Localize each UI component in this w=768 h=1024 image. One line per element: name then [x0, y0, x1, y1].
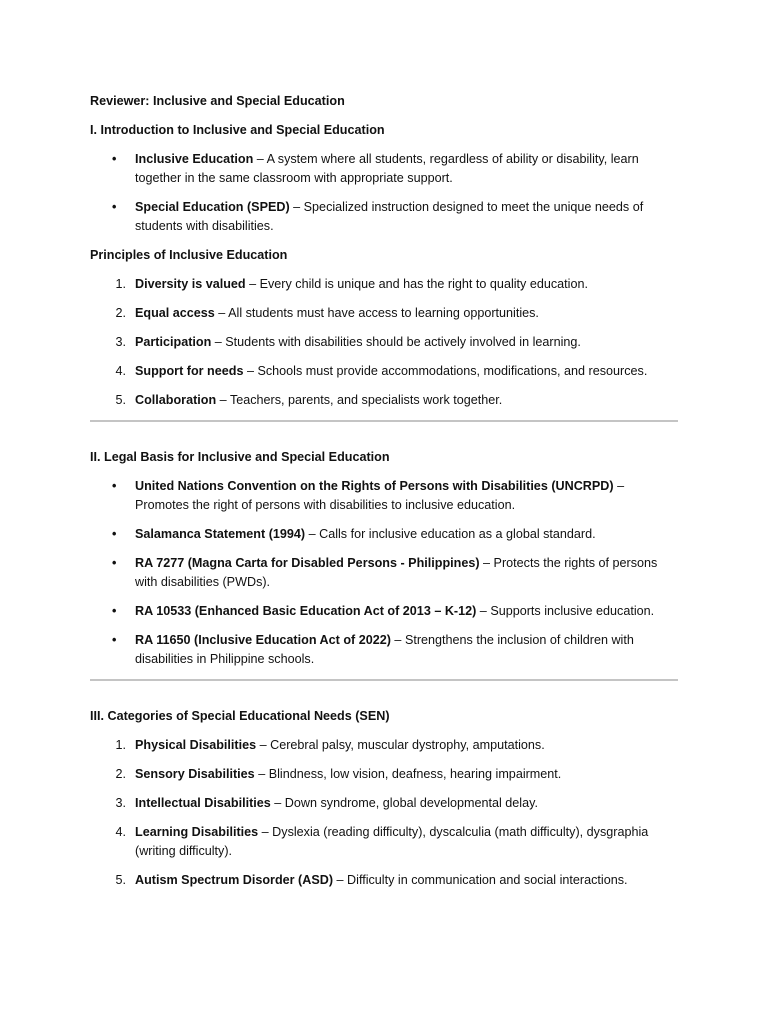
- item-number: 2.: [115, 306, 126, 320]
- item-text: – Strengthens the inclusion of children with disabilities in Philippine schools.: [135, 633, 634, 666]
- section-divider: [90, 420, 678, 422]
- item-number: 3.: [115, 335, 126, 349]
- item-text: – Difficulty in communication and social interactions.: [333, 873, 628, 887]
- bullet-icon: •: [112, 633, 117, 647]
- principles-list: [90, 275, 678, 410]
- item-term: Intellectual Disabilities: [135, 796, 271, 810]
- item-term: Collaboration: [135, 393, 217, 407]
- item-text: – Every child is unique and has the right to quality education.: [245, 277, 588, 291]
- list-item: [90, 871, 678, 890]
- bullet-icon: •: [112, 152, 117, 166]
- item-term: Learning Disabilities: [135, 825, 259, 839]
- item-number: 3.: [115, 796, 126, 810]
- bullet-icon: •: [112, 604, 117, 618]
- bullet-icon: •: [112, 200, 117, 214]
- item-number: 4.: [115, 825, 126, 839]
- item-term: Salamanca Statement (1994): [135, 527, 306, 541]
- section-1-list: [90, 150, 678, 236]
- list-item: [90, 150, 678, 188]
- item-text: – Down syndrome, global developmental delay.: [270, 796, 538, 810]
- list-item: [90, 765, 678, 784]
- item-text: – A system where all students, regardless of ability or disability, learn together in the same classroom with appropriate support.: [135, 152, 639, 185]
- item-term: Equal access: [135, 306, 215, 320]
- list-item: [90, 602, 678, 621]
- list-item: [90, 391, 678, 410]
- item-text: – Specialized instruction designed to meet the unique needs of students with disabilities.: [135, 200, 644, 233]
- bullet-icon: •: [112, 527, 117, 541]
- document-title: Reviewer: Inclusive and Special Education: [90, 94, 345, 108]
- item-term: United Nations Convention on the Rights of Persons with Disabilities (UNCRPD): [135, 479, 614, 493]
- item-term: RA 11650 (Inclusive Education Act of 2022): [135, 633, 391, 647]
- list-item: [90, 362, 678, 381]
- item-text: – Dyslexia (reading difficulty), dyscalculia (math difficulty), dysgraphia (writing difficulty).: [135, 825, 649, 858]
- item-text: – Cerebral palsy, muscular dystrophy, amputations.: [256, 738, 545, 752]
- item-term: Inclusive Education: [135, 152, 254, 166]
- item-term: RA 10533 (Enhanced Basic Education Act of 2013 – K-12): [135, 604, 477, 618]
- item-term: Physical Disabilities: [135, 738, 257, 752]
- item-text: – All students must have access to learning opportunities.: [214, 306, 539, 320]
- list-item: [90, 736, 678, 755]
- item-term: Diversity is valued: [135, 277, 246, 291]
- item-term: Special Education (SPED): [135, 200, 290, 214]
- list-item: [90, 275, 678, 294]
- list-item: [90, 525, 678, 544]
- item-term: Autism Spectrum Disorder (ASD): [135, 873, 334, 887]
- item-term: Participation: [135, 335, 212, 349]
- list-item: [90, 198, 678, 236]
- list-item: [90, 304, 678, 323]
- list-item: [90, 631, 678, 669]
- list-item: [90, 477, 678, 515]
- section-2-list: [90, 477, 678, 669]
- item-number: 4.: [115, 364, 126, 378]
- item-term: Sensory Disabilities: [135, 767, 255, 781]
- list-item: [90, 794, 678, 813]
- item-number: 2.: [115, 767, 126, 781]
- list-item: [90, 333, 678, 352]
- item-text: – Teachers, parents, and specialists work together.: [216, 393, 503, 407]
- item-text: – Blindness, low vision, deafness, hearing impairment.: [254, 767, 562, 781]
- item-text: – Calls for inclusive education as a global standard.: [305, 527, 596, 541]
- section-3-heading: III. Categories of Special Educational Needs (SEN): [90, 709, 390, 723]
- section-divider: [90, 679, 678, 681]
- item-text: – Schools must provide accommodations, modifications, and resources.: [243, 364, 648, 378]
- section-2-heading: II. Legal Basis for Inclusive and Special Education: [90, 450, 390, 464]
- section-3-list: [90, 736, 678, 890]
- item-number: 1.: [115, 277, 126, 291]
- bullet-icon: •: [112, 556, 117, 570]
- item-term: RA 7277 (Magna Carta for Disabled Persons - Philippines): [135, 556, 480, 570]
- item-number: 5.: [115, 873, 126, 887]
- item-number: 5.: [115, 393, 126, 407]
- section-1-heading: I. Introduction to Inclusive and Special Education: [90, 123, 385, 137]
- item-text: – Supports inclusive education.: [476, 604, 655, 618]
- item-number: 1.: [115, 738, 126, 752]
- list-item: [90, 554, 678, 592]
- bullet-icon: •: [112, 479, 117, 493]
- item-text: – Students with disabilities should be actively involved in learning.: [211, 335, 581, 349]
- list-item: [90, 823, 678, 861]
- item-term: Support for needs: [135, 364, 244, 378]
- principles-heading: Principles of Inclusive Education: [90, 248, 288, 262]
- item-text: – Promotes the right of persons with disabilities to inclusive education.: [135, 479, 625, 512]
- item-text: – Protects the rights of persons with disabilities (PWDs).: [135, 556, 658, 589]
